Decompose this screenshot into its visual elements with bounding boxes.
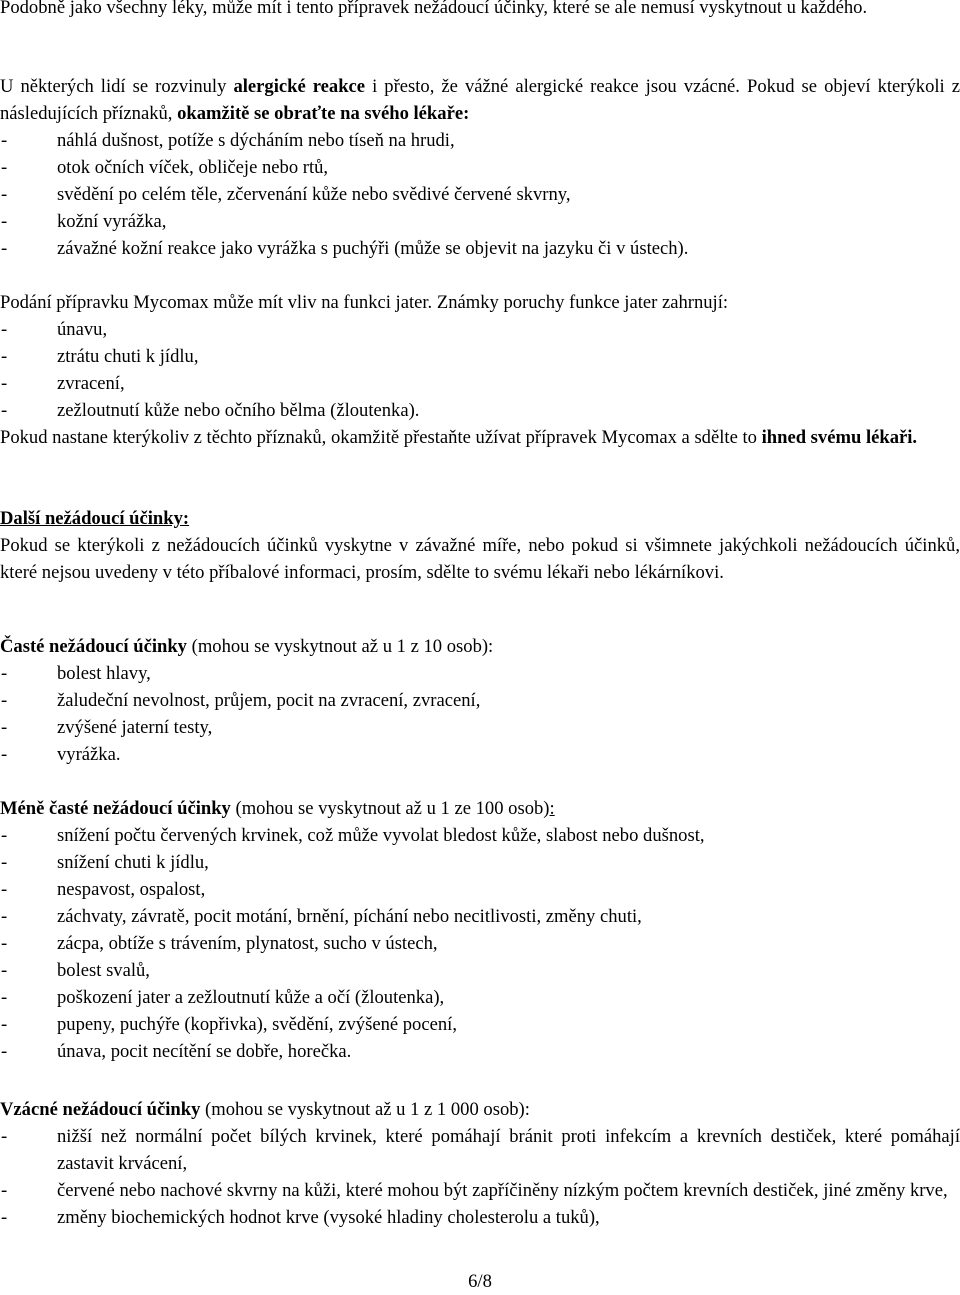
- list-item: - kožní vyrážka,: [1, 211, 167, 232]
- uncommon-effects-section: [0, 795, 960, 1065]
- list-item: - záchvaty, závratě, pocit motání, brnění, píchání nebo necitlivosti, změny chuti,: [1, 906, 642, 927]
- list-item: - snížení chuti k jídlu,: [1, 852, 209, 873]
- rare-effects-section: [0, 1096, 960, 1231]
- allergy-emphasis: alergické reakce: [233, 76, 366, 97]
- list-item: - únava, pocit necítění se dobře, horečka.: [1, 1041, 352, 1062]
- liver-lead: Podání přípravku Mycomax může mít vliv na funkci jater. Známky poruchy funkce jater zahrnují:: [0, 292, 729, 313]
- list-item: - únavu,: [1, 319, 108, 340]
- list-item: - otok očních víček, obličeje nebo rtů,: [1, 157, 329, 178]
- allergy-paragraph: U některých lidí se rozvinuly alergické reakce i přesto, že vážné alergické reakce jsou vzácné. Pokud se objeví kterýkoli z následujících příznaků, okamžitě se obraťte na svého lékaře:: [0, 76, 960, 124]
- section-heading: Méně časté nežádoucí účinky (mohou se vyskytnout až u 1 ze 100 osob):: [0, 798, 555, 819]
- list-item: - vyrážka.: [1, 744, 121, 765]
- list-item: - žaludeční nevolnost, průjem, pocit na zvracení, zvracení,: [1, 690, 481, 711]
- list-item: - zácpa, obtíže s trávením, plynatost, sucho v ústech,: [1, 933, 438, 954]
- allergy-section: [0, 73, 960, 262]
- list-item: - náhlá dušnost, potíže s dýcháním nebo tíseň na hrudi,: [1, 130, 455, 151]
- list-item: - ztrátu chuti k jídlu,: [1, 346, 199, 367]
- list-item: - bolest svalů,: [1, 960, 150, 981]
- section-heading: Vzácné nežádoucí účinky (mohou se vyskytnout až u 1 z 1 000 osob):: [0, 1099, 530, 1120]
- list-item: - snížení počtu červených krvinek, což může vyvolat bledost kůže, slabost nebo dušnost,: [1, 825, 705, 846]
- list-item: - bolest hlavy,: [1, 663, 151, 684]
- list-item: - poškození jater a zežloutnutí kůže a očí (žloutenka),: [1, 987, 445, 1008]
- list-item: - svědění po celém těle, zčervenání kůže nebo svědivé červené skvrny,: [1, 184, 571, 205]
- list-item: - nespavost, ospalost,: [1, 879, 206, 900]
- common-effects-section: [0, 633, 960, 768]
- intro-paragraph: Podobně jako všechny léky, může mít i tento přípravek nežádoucí účinky, které se ale nemusí vyskytnout u každého.: [0, 0, 868, 18]
- liver-section: [0, 289, 960, 451]
- liver-warning: Pokud nastane kterýkoliv z těchto příznaků, okamžitě přestaňte užívat přípravek Mycomax a sdělte to ihned svému lékaři.: [0, 427, 918, 448]
- list-item: - nižší než normální počet bílých krvinek, které pomáhají bránit proti infekcím a krevních destiček, které pomáhají zastavit krvácení,: [1, 1126, 960, 1174]
- list-item: - pupeny, puchýře (kopřivka), svědění, zvýšené pocení,: [1, 1014, 457, 1035]
- contact-doctor-emphasis: okamžitě se obraťte na svého lékaře:: [177, 103, 470, 124]
- list-item: - zvýšené jaterní testy,: [1, 717, 213, 738]
- section-heading: Další nežádoucí účinky:: [0, 508, 190, 529]
- list-item: - zežloutnutí kůže nebo očního bělma (žloutenka).: [1, 400, 420, 421]
- page-number: 6/8: [468, 1271, 492, 1292]
- list-item: - změny biochemických hodnot krve (vysoké hladiny cholesterolu a tuků),: [1, 1207, 600, 1228]
- list-item: - červené nebo nachové skvrny na kůži, které mohou být zapříčiněny nízkým počtem krevních destiček, jiné změny krve,: [1, 1180, 948, 1201]
- section-heading: Časté nežádoucí účinky (mohou se vyskytnout až u 1 z 10 osob):: [0, 636, 494, 657]
- list-item: - závažné kožní reakce jako vyrážka s puchýři (může se objevit na jazyku či v ústech).: [1, 238, 689, 259]
- other-effects-text: Pokud se kterýkoli z nežádoucích účinků vyskytne v závažné míře, nebo pokud si všimnete jakýchkoli nežádoucích účinků, které nejsou uvedeny v této příbalové informaci, prosím, sdělte to svému lékaři nebo lékárníkovi.: [0, 535, 960, 583]
- list-item: - zvracení,: [1, 373, 125, 394]
- other-effects-section: [0, 505, 960, 586]
